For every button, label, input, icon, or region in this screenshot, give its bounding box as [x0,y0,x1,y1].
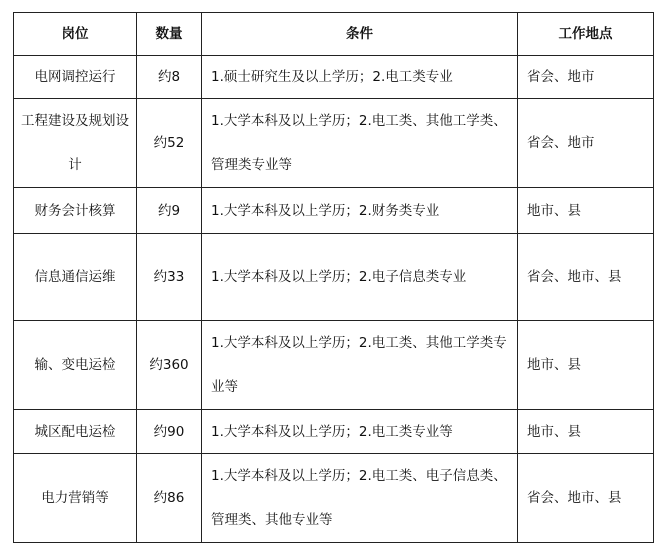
table-header-row [14,13,654,56]
header-count: 数量 [137,13,202,56]
cell-count: 约90 [137,410,202,454]
position-text: 电力营销等 [41,490,109,506]
conditions-text: 1.大学本科及以上学历；2.电工类、其他工学类、管理类专业等 [211,113,507,173]
conditions-text: 1.大学本科及以上学历；2.电工类、其他工学类专业等 [211,335,507,395]
cell-conditions [202,188,518,234]
conditions-text: 1.大学本科及以上学历；2.财务类专业 [211,202,440,219]
cell-count: 约9 [137,188,202,234]
cell-conditions [202,321,518,410]
table-row [14,56,654,99]
cell-position [14,410,137,454]
cell-count: 约360 [137,321,202,410]
table-row [14,99,654,188]
cell-position [14,454,137,543]
table-row [14,188,654,234]
table-row [14,321,654,410]
cell-location: 省会、地市 [518,56,654,99]
recruitment-table-container [13,12,654,543]
conditions-text: 1.硕士研究生及以上学历；2.电工类专业 [211,69,453,85]
table-row [14,234,654,321]
position-text: 输、变电运检 [34,357,116,373]
conditions-text: 1.大学本科及以上学历；2.电子信息类专业 [211,269,467,285]
table-row [14,454,654,543]
position-text: 电网调控运行 [34,69,116,85]
cell-position [14,321,137,410]
header-position: 岗位 [14,13,137,56]
cell-conditions [202,454,518,543]
cell-location: 地市、县 [518,188,654,234]
conditions-text: 1.大学本科及以上学历；2.电工类、电子信息类、管理类、其他专业等 [211,468,507,528]
position-text: 财务会计核算 [34,202,116,219]
cell-position [14,99,137,188]
cell-position [14,56,137,99]
position-text: 工程建设及规划设计 [21,113,129,173]
cell-location: 省会、地市 [518,99,654,188]
cell-location: 省会、地市、县 [518,454,654,543]
header-conditions: 条件 [202,13,518,56]
position-text: 信息通信运维 [34,269,116,285]
cell-count: 约33 [137,234,202,321]
cell-location: 地市、县 [518,321,654,410]
table-row [14,410,654,454]
cell-location: 省会、地市、县 [518,234,654,321]
cell-conditions [202,99,518,188]
cell-count: 约8 [137,56,202,99]
header-location: 工作地点 [518,13,654,56]
cell-position [14,234,137,321]
cell-conditions [202,234,518,321]
position-text: 城区配电运检 [34,423,116,440]
conditions-text: 1.大学本科及以上学历；2.电工类专业等 [211,423,453,440]
cell-conditions [202,410,518,454]
cell-count: 约86 [137,454,202,543]
recruitment-table [13,12,654,543]
cell-location: 地市、县 [518,410,654,454]
cell-conditions [202,56,518,99]
cell-position [14,188,137,234]
cell-count: 约52 [137,99,202,188]
